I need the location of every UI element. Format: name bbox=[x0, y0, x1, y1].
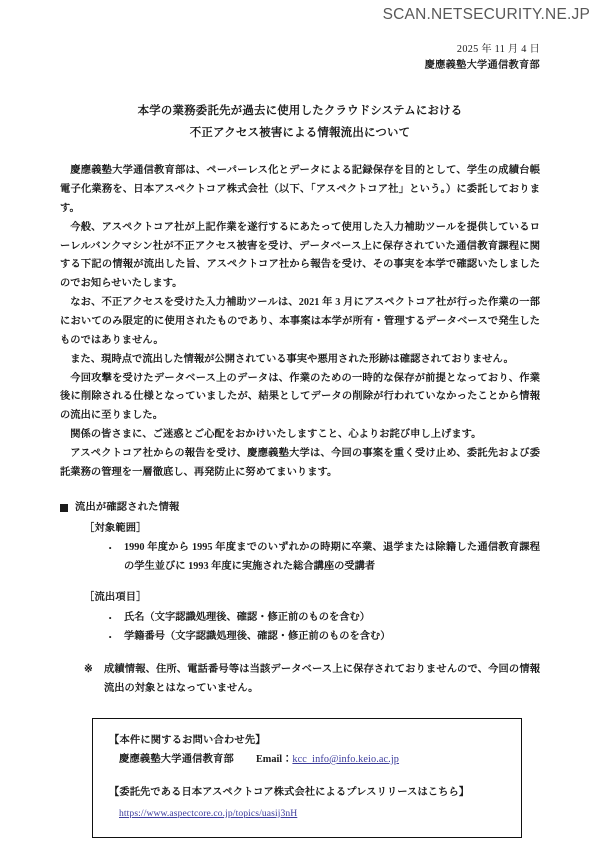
body-paragraph-5: 今回攻撃を受けたデータベース上のデータは、作業のための一時的な保存が前提となっており、作業後に削除される仕様となっていましたが、結果としてデータの削除が行われていなかったことから情報の流出に至りました。 bbox=[60, 372, 540, 422]
section-heading bbox=[60, 499, 540, 518]
exclusion-note: ※ 成績情報、住所、電話番号等は当該データベース上に保存されておりませんので、今回の情報流出の対象とはなっていません。 bbox=[84, 661, 540, 699]
leaked-information-section bbox=[60, 499, 540, 699]
contact-detail-row bbox=[119, 751, 505, 769]
site-watermark: SCAN.NETSECURITY.NE.JP bbox=[382, 6, 590, 23]
document-date: 2025 年 11 月 4 日 bbox=[456, 44, 540, 55]
document-issuer: 慶應義塾大学通信教育部 bbox=[424, 59, 540, 71]
body-paragraph-6: 関係の皆さまに、ご迷惑とご心配をおかけいたしますこと、心よりお詫び申し上げます。 bbox=[70, 429, 482, 441]
document-body bbox=[60, 162, 540, 483]
list-item: · 氏名（文字認識処理後、確認・修正前のものを含む） bbox=[106, 609, 540, 628]
list-item: · 学籍番号（文字認識処理後、確認・修正前のものを含む） bbox=[106, 628, 540, 647]
filled-square-icon bbox=[60, 504, 68, 512]
document-title-line2: 不正アクセス被害による情報流出について bbox=[189, 126, 411, 139]
press-release-title: 【委託先である日本アスペクトコア株式会社によるプレスリリースはこちら】 bbox=[109, 787, 470, 799]
body-paragraph-7: アスペクトコア社からの報告を受け、慶應義塾大学は、今回の事案を重く受け止め、委託先および委託業務の管理を一層徹底し、再発防止に努めてまいります。 bbox=[60, 447, 540, 478]
contact-organization: 慶應義塾大学通信教育部 bbox=[119, 753, 234, 765]
leaked-items-label: ［流出項目］ bbox=[84, 592, 147, 604]
body-paragraph-1: 慶應義塾大学通信教育部は、ペーパーレス化とデータによる記録保存を目的として、学生の成績台帳電子化業務を、日本アスペクトコア株式会社（以下、「アスペクトコア社」という。）に委託しております。 bbox=[60, 165, 540, 214]
section-heading-label: 流出が確認された情報 bbox=[75, 501, 180, 513]
body-paragraph-2: 今般、アスペクトコア社が上記作業を遂行するにあたって使用した入力補助ツールを提供しているローレルバンクマシン社が不正アクセス被害を受け、データベース上に保存されていた通信教育課程に関する下記の情報が流出した旨、アスペクトコア社から報告を受け、その事実を本学で確認いたしましたのでお知らせいたします。 bbox=[60, 221, 540, 290]
document-title-line1: 本学の業務委託先が過去に使用したクラウドシステムにおける bbox=[137, 104, 463, 117]
list-item: · 1990 年度から 1995 年度までのいずれかの時期に卒業、退学または除籍した通信教育課程の学生並びに 1993 年度に実施された総合講座の受講者 bbox=[106, 539, 540, 577]
contact-box-title: 【本件に関するお問い合わせ先】 bbox=[109, 735, 266, 747]
document-header bbox=[60, 42, 540, 74]
document-title bbox=[60, 100, 540, 144]
contact-email-link[interactable]: kcc_info@info.keio.ac.jp bbox=[292, 753, 400, 765]
press-release-url-row bbox=[119, 805, 505, 822]
contact-box bbox=[92, 718, 522, 838]
scope-list bbox=[60, 539, 540, 577]
body-paragraph-4: また、現時点で流出した情報が公開されている事実や悪用された形跡は確認されておりません。 bbox=[70, 353, 514, 365]
press-release-link[interactable]: https://www.aspectcore.co.jp/topics/uasij3nH bbox=[119, 807, 298, 819]
contact-email-label: Email： bbox=[255, 753, 293, 765]
leaked-items-list bbox=[60, 609, 540, 647]
scope-label: ［対象範囲］ bbox=[84, 522, 147, 534]
body-paragraph-3: なお、不正アクセスを受けた入力補助ツールは、2021 年 3 月にアスペクトコア社が行った作業の一部においてのみ限定的に使用されたものであり、本事案は本学が所有・管理するデータベースで発生したものではありません。 bbox=[60, 297, 540, 346]
